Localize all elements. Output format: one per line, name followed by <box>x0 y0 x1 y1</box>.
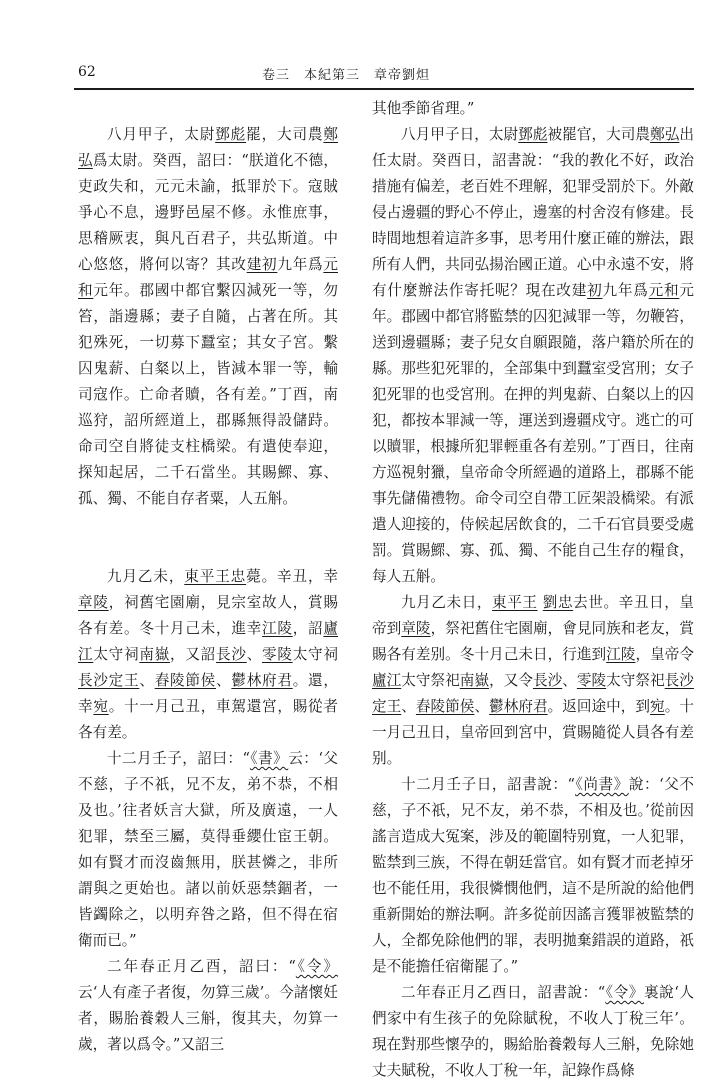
proper-noun: 長沙定王 <box>372 672 694 715</box>
proper-noun: 舂陵節侯 <box>415 698 475 715</box>
proper-noun: 元和 <box>648 282 680 299</box>
classical-paragraph: 八月甲子，太尉鄧彪罷，大司農鄭弘爲太尉。癸酉，詔曰：“朕道化不德，吏政失和，元元未諭，抵罪於下。寇賊爭心不息，邊野邑屋不修。永惟庶事，思稽厥衷，與凡百君子，共弘斯道。中心悠悠，將何以寄？其改建初九年爲元和元年。郡國中都官繫囚減死一等，勿笞，詣邊縣；妻子自隨，占著在所。其犯殊死，一切募下蠶室；其女子宮。繫囚鬼薪、白粲以上，皆減本罪一等，輸司寇作。亡命者贖，各有差。”丁酉，南巡狩，詔所經道上，郡縣無得設儲跱。命司空自將徒支柱橋梁。有遣使奉迎，探知起居，二千石當坐。其賜鰥、寡、孤、獨、不能自存者粟，人五斛。 <box>78 126 338 507</box>
translation-paragraph: 十二月壬子日，詔書說：“《尚書》說：‘父不慈，子不祇，兄不友，弟不恭，不相及也。’從前因謠言造成大冤案，涉及的範圍特别寬，一人犯罪，監禁到三族，不得在朝廷當官。如有賢才而老掉牙也不能任用，我很憐憫他們，這不是所說的給他們重新開始的辦法啊。許多從前因謠言獲罪被監禁的人，全都免除他們的罪，表明拋棄錯誤的道路，祇是不能擔任宿衛罷了。” <box>372 776 695 975</box>
book-title: 《令》 <box>295 958 338 975</box>
header-rule <box>74 88 694 90</box>
proper-noun: 東平王 <box>184 568 231 585</box>
translation-paragraph: 其他季節省理。” <box>372 100 475 117</box>
proper-noun: 南嶽 <box>459 672 490 689</box>
classical-paragraph: 十二月壬子，詔曰：“《書》云：‘父不慈，子不祇，兄不友，弟不恭，不相及也。’往者妖言大獄，所及廣遠，一人犯罪，禁至三屬，莫得垂纓仕宦王朝。如有賢才而沒齒無用，朕甚憐之，非所謂與之更始也。諸以前妖惡禁錮者，一皆蠲除之，以明弃咎之路，但不得在宿衛而已。” <box>78 750 339 949</box>
book-title: 《令》 <box>605 984 644 1001</box>
proper-noun: 宛 <box>650 698 665 715</box>
proper-noun: 長沙 <box>216 646 247 663</box>
proper-noun: 鬱林府君 <box>489 698 548 715</box>
proper-noun: 廬江 <box>372 672 402 689</box>
book-title: 《尚書》 <box>575 776 629 793</box>
running-head: 卷三 本紀第三 章帝劉炟 <box>262 68 431 83</box>
proper-noun: 建初 <box>246 256 278 273</box>
proper-noun: 江陵 <box>606 646 636 663</box>
proper-noun: 鄧彪 <box>215 126 247 143</box>
proper-noun: 南嶽 <box>139 646 171 663</box>
proper-noun: 長沙定王 <box>78 672 140 689</box>
proper-noun: 鄭弘 <box>650 126 680 143</box>
classical-paragraph: 二年春正月乙酉，詔曰：“《令》云‘人有產子者復，勿算三歲’。今諸懷妊者，賜胎養穀人三斛，復其夫，勿算一歲，著以爲令。”又詔三 <box>78 958 338 1053</box>
proper-noun: 元和 <box>78 256 338 299</box>
proper-noun: 鄧彪 <box>518 126 548 143</box>
proper-noun: 章陵 <box>401 620 431 637</box>
translation-paragraph: 九月乙未日，東平王 劉忠去世。辛丑日，皇帝到章陵，祭祀舊住宅園廟，會見同族和老友，賞賜各有差别。冬十月己未日，行進到江陵，皇帝令廬江太守祭祀南嶽，又令長沙、零陵太守祭祀長沙定王、舂陵節侯、鬱林府君。返回途中，到宛。十一月己丑日，皇帝回到宮中，賞賜隨從人員各有差别。 <box>372 594 694 767</box>
classical-text-column <box>78 96 338 1058</box>
proper-noun: 零陵 <box>576 672 607 689</box>
classical-paragraph: 九月乙未，東平王忠薨。辛丑，幸章陵，祠舊宅園廟，見宗室故人，賞賜各有差。冬十月己未，進幸江陵，詔廬江太守祠南嶽，又詔長沙、零陵太守祠長沙定王、舂陵節侯、鬱林府君。還，幸宛。十一月己丑，車駕還宮，賜從者各有差。 <box>78 568 338 741</box>
proper-noun: 東平王 <box>492 594 538 611</box>
proper-noun: 初 <box>587 282 603 299</box>
translation-paragraph: 八月甲子日，太尉鄧彪被罷官，大司農鄭弘出任太尉。癸酉日，詔書說：“我的教化不好，政治措施有偏差，老百姓不理解，犯罪受罰於下。外敵侵占邊疆的野心不停止，邊塞的村舍沒有修建。長時間地想着這許多事，思考用什麼正確的辦法，跟所有人們，共同弘揚治國正道。心中永遠不安，將有什麼辦法作寄托呢？現在改建初九年爲元和元年。郡國中都官將監禁的囚犯減罪一等，勿鞭笞，送到邊疆縣；妻子兒女自願跟隨，落户籍於所在的縣。那些犯死罪的，全部集中到蠶室受宮刑；女子犯死罪的也受宮刑。在押的判鬼薪、白粲以上的囚犯，都按本罪減一等，運送到邊疆戍守。逃亡的可以贖罪，根據所犯罪輕重各有差别。”丁酉日，往南方巡視射獵，皇帝命令所經過的道路上，郡縣不能事先儲備禮物。命令司空自帶工匠架設橋梁。有派遣人迎接的，侍候起居飲食的，二千石官員要受處罰。賞賜鰥、寡、孤、獨、不能自己生存的糧食，每人五斛。 <box>372 126 694 585</box>
proper-noun: 零陵 <box>262 646 293 663</box>
proper-noun: 廬江 <box>78 620 338 663</box>
proper-noun: 劉忠 <box>542 594 574 611</box>
translation-paragraph: 二年春正月乙酉日，詔書說：“《令》裏說‘人們家中有生孩子的免除賦稅，不收人丁稅三年’。現在對那些懷孕的，賜給胎養穀每人三斛，免除她丈夫賦稅，不收人丁稅一年，記錄作爲條 <box>372 984 695 1079</box>
proper-noun: 江陵 <box>262 620 293 637</box>
proper-noun: 宛 <box>93 698 109 715</box>
proper-noun: 鄭弘 <box>78 126 338 169</box>
book-title: 《書》 <box>249 750 289 767</box>
proper-noun: 長沙 <box>532 672 563 689</box>
proper-noun: 舂陵節侯 <box>154 672 217 689</box>
page-number: 62 <box>78 64 96 80</box>
translation-text-column <box>372 96 694 1084</box>
proper-noun: 章陵 <box>78 594 109 611</box>
proper-noun: 鬱林府君 <box>231 672 293 689</box>
proper-noun: 忠 <box>230 568 247 585</box>
